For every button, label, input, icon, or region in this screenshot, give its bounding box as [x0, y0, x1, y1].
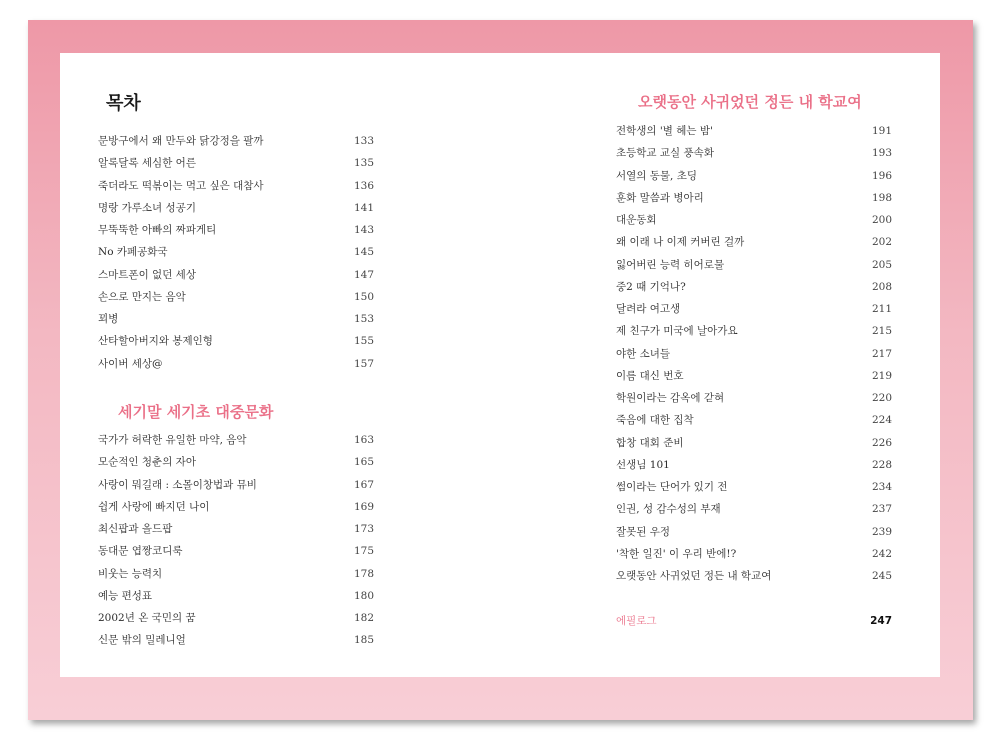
- toc-entry-page: 228: [871, 458, 892, 471]
- toc-entry-title: 서열의 동물, 초딩: [616, 169, 698, 182]
- toc-entry-title: 비웃는 능력치: [98, 567, 163, 580]
- toc-entry-page: 242: [871, 547, 892, 560]
- toc-entry[interactable]: [616, 254, 892, 276]
- toc-entry-page: 208: [871, 280, 892, 293]
- toc-entry[interactable]: [616, 120, 892, 142]
- toc-entry[interactable]: [98, 308, 374, 330]
- toc-entry-title: 야한 소녀들: [616, 347, 671, 360]
- toc-entry-page: 163: [353, 434, 374, 447]
- toc-entry[interactable]: [616, 142, 892, 164]
- book-spread: [60, 53, 940, 677]
- toc-entry-page: 220: [871, 392, 892, 405]
- toc-entry-page: 150: [353, 290, 374, 303]
- toc-entry[interactable]: [616, 521, 892, 543]
- toc-entry-page: 185: [353, 634, 374, 647]
- toc-entry-title: 산타할아버지와 봉제인형: [98, 335, 213, 348]
- toc-entry-title: 스마트폰이 없던 세상: [98, 268, 196, 281]
- toc-entry-title: 썸이라는 단어가 있기 전: [616, 481, 728, 494]
- toc-entry-page: 182: [353, 612, 374, 625]
- toc-entry[interactable]: [98, 540, 374, 562]
- toc-entry-page: 136: [353, 179, 374, 192]
- toc-entry-page: 198: [871, 191, 892, 204]
- toc-entry[interactable]: [616, 298, 892, 320]
- toc-entry[interactable]: [616, 165, 892, 187]
- toc-entry-epilogue[interactable]: [616, 610, 892, 632]
- toc-entry-title: 선생님 101: [616, 458, 670, 471]
- toc-entry[interactable]: [616, 320, 892, 342]
- toc-entry-title: 훈화 말씀과 병아리: [616, 191, 704, 204]
- toc-entry-page: 147: [353, 268, 374, 281]
- toc-entry[interactable]: [98, 474, 374, 496]
- toc-entry[interactable]: [98, 585, 374, 607]
- toc-entry-page: 196: [871, 169, 892, 182]
- toc-entry[interactable]: [616, 387, 892, 409]
- toc-entry-title: 꾀병: [98, 313, 119, 326]
- toc-entry-title: 동대문 엽짱코디룩: [98, 545, 183, 558]
- toc-entry[interactable]: [616, 343, 892, 365]
- toc-entry-title: 전학생의 '별 헤는 밤': [616, 125, 713, 138]
- toc-entry-title: No 카페공화국: [98, 246, 168, 259]
- toc-entry[interactable]: [98, 629, 374, 651]
- toc-entry-page: 165: [353, 456, 374, 469]
- toc-entry-page: 219: [871, 369, 892, 382]
- toc-entry-page: 224: [871, 414, 892, 427]
- toc-entry-title: 모순적인 청춘의 자아: [98, 456, 196, 469]
- toc-entry-page: 178: [353, 567, 374, 580]
- toc-entry-page: 157: [353, 357, 374, 370]
- toc-entry-page: 205: [871, 258, 892, 271]
- toc-entry-title: 오랫동안 사귀었던 정든 내 학교여: [616, 570, 772, 583]
- toc-entry-page: 245: [871, 570, 892, 583]
- toc-entry[interactable]: [98, 429, 374, 451]
- toc-entry-title: 대운동회: [616, 214, 657, 227]
- toc-entry[interactable]: [616, 187, 892, 209]
- toc-entry-page: 191: [871, 125, 892, 138]
- toc-entry-page: 237: [871, 503, 892, 516]
- toc-entry-title: 문방구에서 왜 만두와 닭강정을 팔까: [98, 135, 264, 148]
- toc-entry-title: 합창 대회 준비: [616, 436, 684, 449]
- toc-entry-title: 사랑이 뭐길래 : 소몰이창법과 뮤비: [98, 478, 257, 491]
- toc-entry-page: 175: [353, 545, 374, 558]
- toc-entry[interactable]: [98, 264, 374, 286]
- toc-entry[interactable]: [616, 432, 892, 454]
- toc-entry-page: 169: [353, 500, 374, 513]
- toc-entry-page: 143: [353, 224, 374, 237]
- toc-entry-page: 180: [353, 589, 374, 602]
- toc-entry[interactable]: [616, 543, 892, 565]
- toc-entry[interactable]: [616, 409, 892, 431]
- toc-entry[interactable]: [98, 130, 374, 152]
- toc-entry-title: 잃어버린 능력 히어로물: [616, 258, 725, 271]
- toc-entry-title: 죽음에 대한 집착: [616, 414, 694, 427]
- toc-entry[interactable]: [616, 476, 892, 498]
- toc-entry-page: 211: [871, 303, 892, 316]
- toc-entry-title: 쉽게 사랑에 빠지던 나이: [98, 500, 210, 513]
- toc-entry-page: 226: [871, 436, 892, 449]
- toc-entry-title: 무뚝뚝한 아빠의 짜파게티: [98, 224, 217, 237]
- toc-entry[interactable]: [616, 454, 892, 476]
- toc-entry-title: 죽더라도 떡볶이는 먹고 싶은 대참사: [98, 179, 264, 192]
- toc-entry-title: 중2 때 기억나?: [616, 280, 686, 293]
- toc-entry-page: 153: [353, 313, 374, 326]
- section-title-school: 오랫동안 사귀었던 정든 내 학교여: [638, 93, 862, 111]
- toc-entry-page: 135: [353, 157, 374, 170]
- toc-entry-page: 215: [871, 325, 892, 338]
- toc-entry-title: 잘못된 우정: [616, 525, 671, 538]
- toc-entry-page: 155: [353, 335, 374, 348]
- toc-entry-title: 사이버 세상@: [98, 357, 163, 370]
- toc-entry-title: 손으로 만지는 음악: [98, 290, 186, 303]
- toc-entry[interactable]: [98, 197, 374, 219]
- toc-entry[interactable]: [616, 276, 892, 298]
- toc-entry-page: 234: [871, 481, 892, 494]
- toc-entry-title: 국가가 허락한 유일한 마약, 음악: [98, 434, 247, 447]
- toc-entry-title: 인권, 성 감수성의 부재: [616, 503, 721, 516]
- toc-entry-page: 145: [353, 246, 374, 259]
- toc-entry[interactable]: [98, 607, 374, 629]
- toc-entry-page: 167: [353, 478, 374, 491]
- section-title-pop-culture: 세기말 세기초 대중문화: [118, 403, 274, 421]
- toc-entry-title: 이름 대신 번호: [616, 369, 684, 382]
- toc-entry[interactable]: [616, 231, 892, 253]
- toc-list-section3: [616, 120, 892, 587]
- toc-entry-title: 예능 편성표: [98, 589, 153, 602]
- toc-entry[interactable]: [616, 565, 892, 587]
- toc-entry-title: 신문 밖의 밀레니얼: [98, 634, 186, 647]
- toc-entry[interactable]: [98, 563, 374, 585]
- toc-entry-page: 239: [871, 525, 892, 538]
- toc-entry[interactable]: [616, 498, 892, 520]
- toc-entry-title: 알록달록 세심한 어른: [98, 157, 196, 170]
- toc-entry-page: 247: [870, 615, 892, 627]
- toc-entry-page: 193: [871, 147, 892, 160]
- toc-entry[interactable]: [98, 241, 374, 263]
- toc-entry-title: 초등학교 교실 풍속화: [616, 147, 714, 160]
- toc-entry-title: 2002년 온 국민의 꿈: [98, 612, 196, 625]
- toc-entry-title: 달려라 여고생: [616, 303, 681, 316]
- toc-entry[interactable]: [98, 518, 374, 540]
- toc-entry[interactable]: [98, 175, 374, 197]
- toc-entry-title: 학원이라는 감옥에 갇혀: [616, 392, 725, 405]
- toc-entry-page: 173: [353, 523, 374, 536]
- toc-entry-page: 133: [353, 135, 374, 148]
- toc-entry[interactable]: [98, 219, 374, 241]
- toc-entry[interactable]: [98, 496, 374, 518]
- toc-entry-page: 202: [871, 236, 892, 249]
- toc-entry[interactable]: [98, 451, 374, 473]
- toc-entry-title: 최신팝과 올드팝: [98, 523, 173, 536]
- page-title: 목차: [106, 93, 141, 114]
- toc-entry-title: 제 친구가 미국에 날아가요: [616, 325, 738, 338]
- toc-entry[interactable]: [616, 365, 892, 387]
- toc-entry-title: 에필로그: [616, 615, 657, 627]
- toc-entry-page: 141: [353, 201, 374, 214]
- toc-list-section1: [98, 130, 374, 375]
- toc-entry-page: 200: [871, 214, 892, 227]
- toc-entry[interactable]: [98, 286, 374, 308]
- toc-entry[interactable]: [98, 330, 374, 352]
- toc-entry[interactable]: [98, 152, 374, 174]
- toc-entry-page: 217: [871, 347, 892, 360]
- toc-entry-title: 왜 이래 나 이제 커버린 걸까: [616, 236, 745, 249]
- toc-entry[interactable]: [98, 353, 374, 375]
- toc-entry-title: 명랑 가루소녀 성공기: [98, 201, 196, 214]
- toc-list-section2: [98, 429, 374, 652]
- toc-entry-title: '착한 일진' 이 우리 반에!?: [616, 547, 737, 560]
- toc-entry[interactable]: [616, 209, 892, 231]
